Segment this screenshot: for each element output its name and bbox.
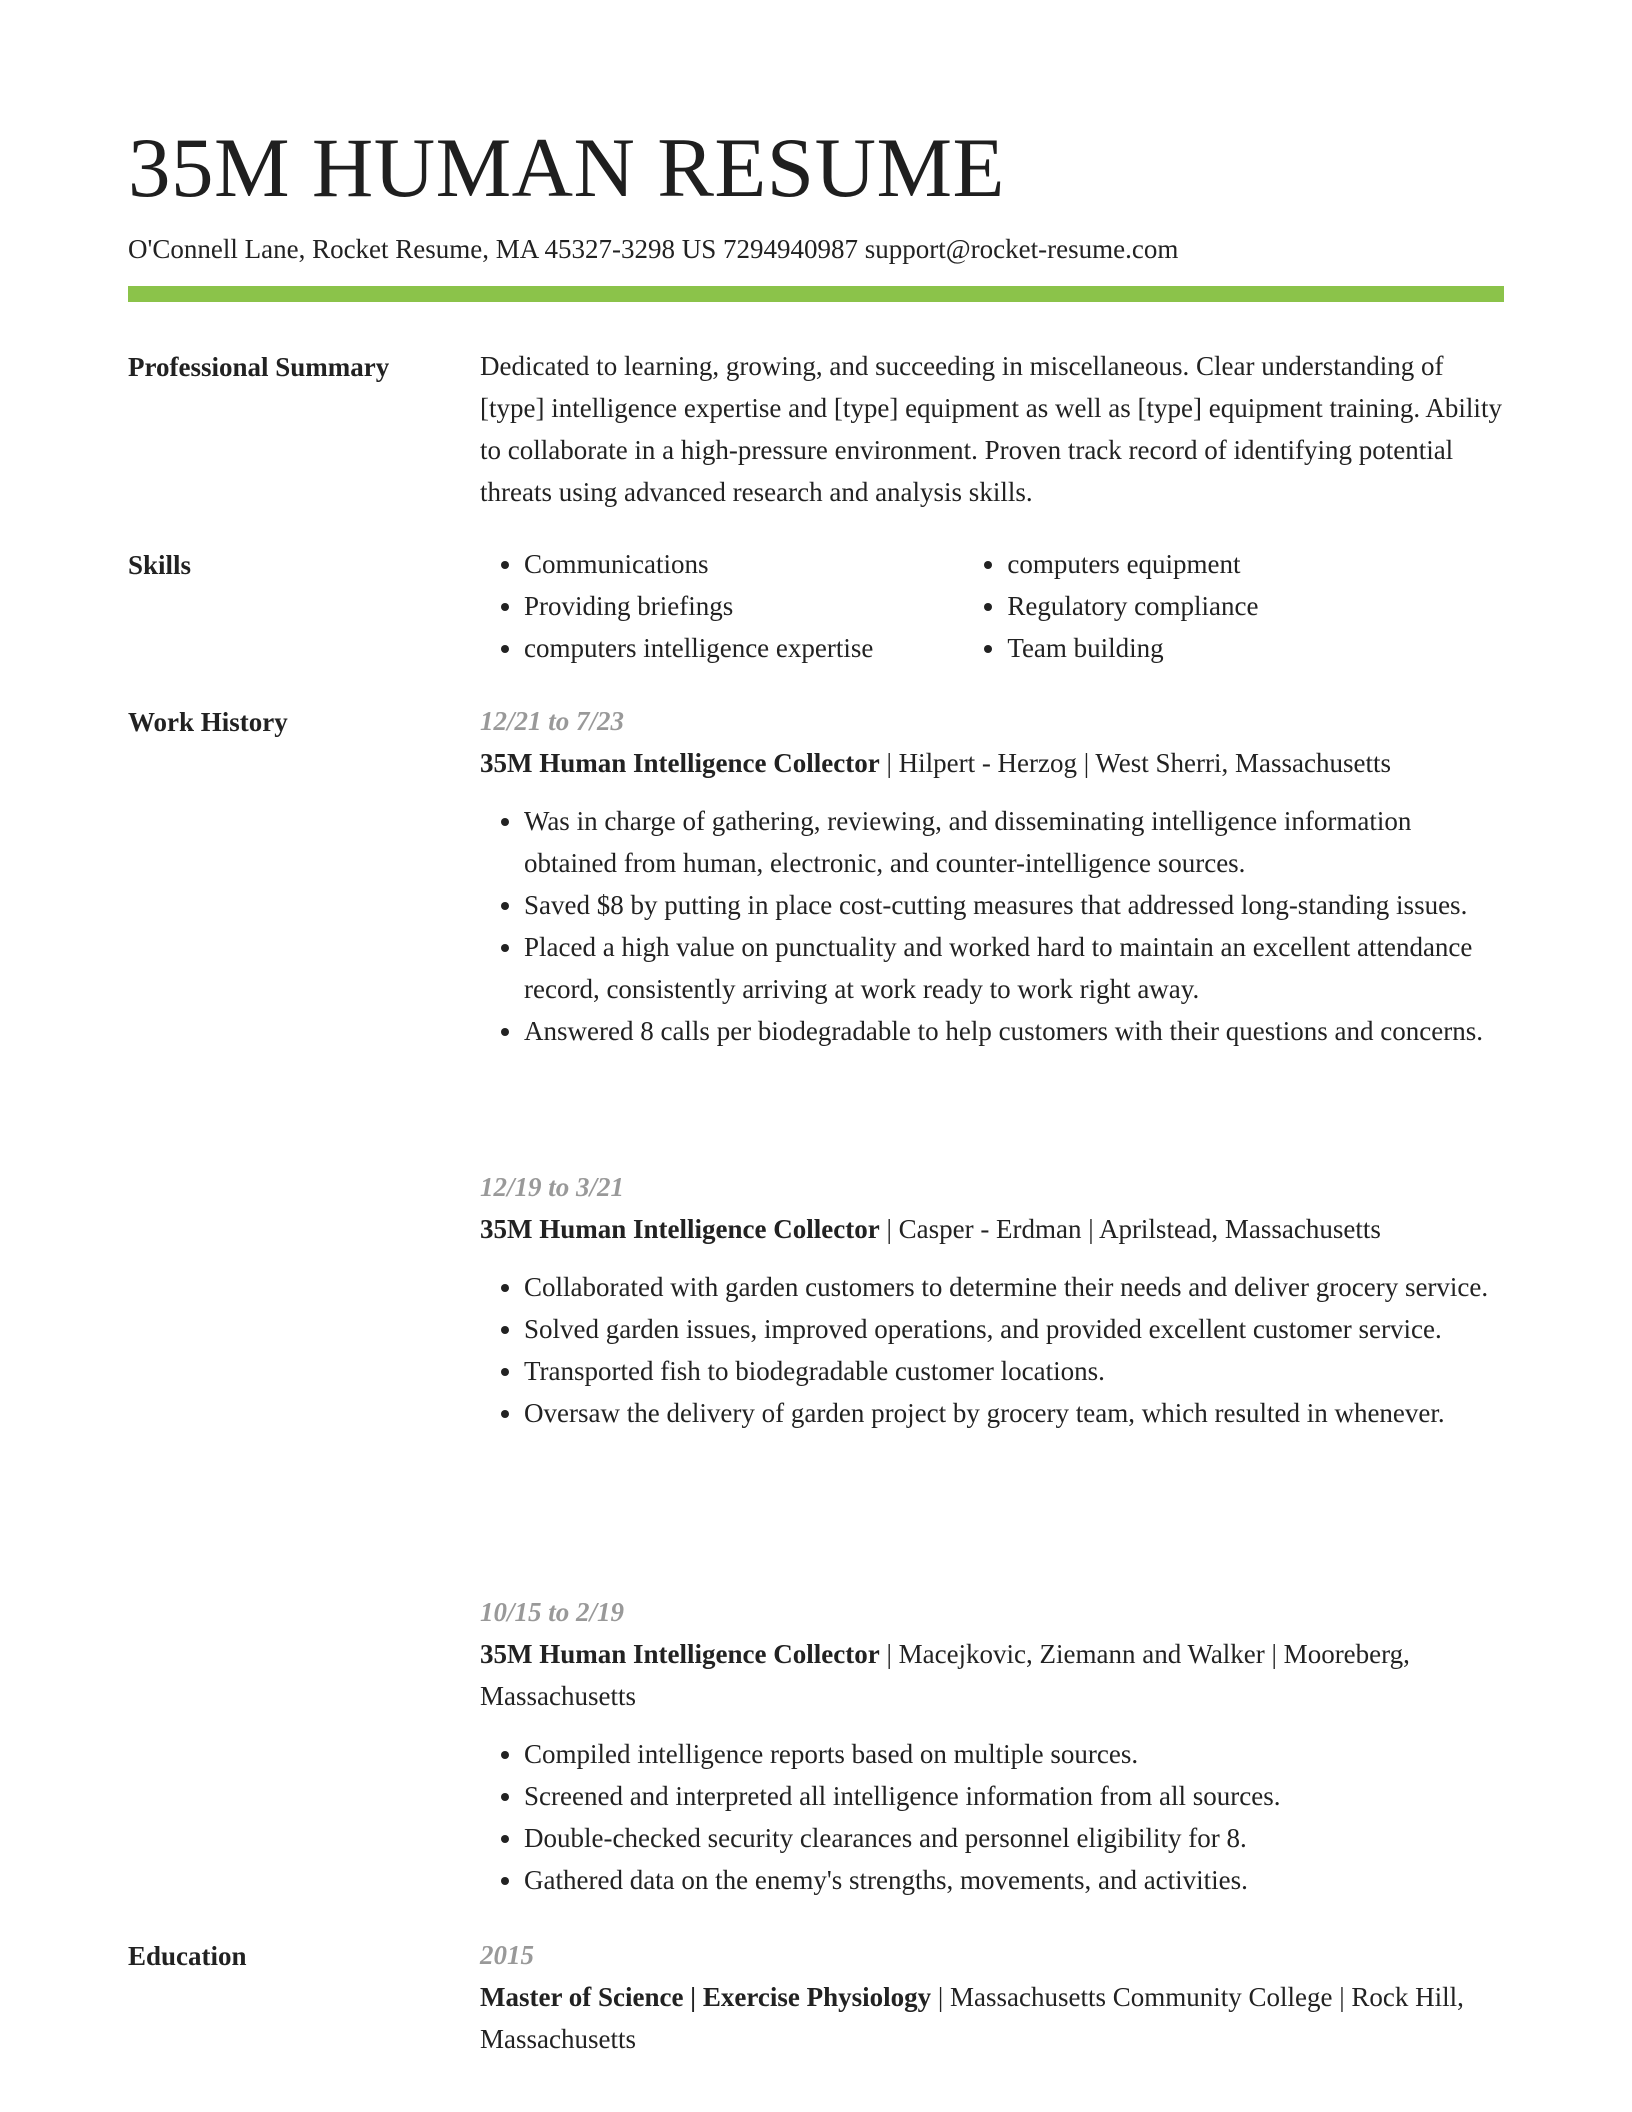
skill-item: • computers intelligence expertise — [524, 627, 963, 669]
resume-name: 35M HUMAN RESUME — [128, 121, 1005, 215]
job-details: | Hilpert - Herzog | West Sherri, Massachusetts — [879, 748, 1391, 778]
skill-item: • Providing briefings — [524, 585, 963, 627]
job-bullet: • Collaborated with garden customers to determine their needs and deliver grocery service. — [524, 1266, 1504, 1308]
job-details: | Macejkovic, Ziemann and Walker | Mooreberg, Massachusetts — [480, 1639, 1410, 1711]
summary-label: Professional Summary — [128, 352, 390, 382]
skill-item: • Communications — [524, 543, 963, 585]
job-bullet: • Gathered data on the enemy's strengths, movements, and activities. — [524, 1859, 1504, 1901]
work-history-label: Work History — [128, 707, 288, 737]
skill-item: • Regulatory compliance — [1007, 585, 1504, 627]
skills-section — [480, 543, 1504, 669]
skills-list-right — [963, 543, 1504, 669]
job-title: 35M Human Intelligence Collector — [480, 748, 880, 778]
job-dates: 12/19 to 3/21 — [480, 1172, 625, 1202]
education-degree: Master of Science | Exercise Physiology — [480, 1982, 932, 2012]
job-bullet: • Placed a high value on punctuality and worked hard to maintain an excellent attendance record, consistently arriving at work ready to work right away. — [524, 926, 1504, 1010]
job-bullets — [480, 1266, 1504, 1434]
contact-line: O'Connell Lane, Rocket Resume, MA 45327-3298 US 7294940987 support@rocket-resume.com — [128, 234, 1179, 264]
job-title: 35M Human Intelligence Collector — [480, 1639, 880, 1669]
job-details: | Casper - Erdman | Aprilstead, Massachusetts — [879, 1214, 1381, 1244]
job-heading — [480, 1208, 1504, 1250]
education-details: | Massachusetts Community College | Rock Hill, Massachusetts — [480, 1982, 1464, 2054]
education-label: Education — [128, 1941, 247, 1971]
job-entry — [480, 700, 1504, 1052]
job-heading — [480, 1633, 1504, 1717]
job-bullets — [480, 1733, 1504, 1901]
job-bullet: • Screened and interpreted all intelligence information from all sources. — [524, 1775, 1504, 1817]
education-year: 2015 — [480, 1940, 534, 1970]
education-entry — [480, 1934, 1504, 2060]
summary-section — [480, 345, 1504, 513]
job-bullet: • Saved $8 by putting in place cost-cutting measures that addressed long-standing issues. — [524, 884, 1504, 926]
job-title: 35M Human Intelligence Collector — [480, 1214, 880, 1244]
job-bullets — [480, 800, 1504, 1052]
job-bullet: • Compiled intelligence reports based on multiple sources. — [524, 1733, 1504, 1775]
job-entry — [480, 1166, 1504, 1434]
job-bullet: • Transported fish to biodegradable customer locations. — [524, 1350, 1504, 1392]
job-dates: 10/15 to 2/19 — [480, 1597, 625, 1627]
summary-text: Dedicated to learning, growing, and succeeding in miscellaneous. Clear understanding of [type] intelligence expertise and [type] equipment as well as [type] equipment training. Ability to collaborate in a high-pressure environment. Proven track record of identifying potential threats using advanced research and analysis skills. — [480, 351, 1502, 507]
job-heading — [480, 742, 1504, 784]
skill-item: • computers equipment — [1007, 543, 1504, 585]
job-bullet: • Oversaw the delivery of garden project by grocery team, which resulted in whenever. — [524, 1392, 1504, 1434]
job-bullet: • Solved garden issues, improved operations, and provided excellent customer service. — [524, 1308, 1504, 1350]
skill-item: • Team building — [1007, 627, 1504, 669]
skills-grid — [480, 543, 1504, 669]
job-entry — [480, 1591, 1504, 1901]
job-bullet: • Was in charge of gathering, reviewing, and disseminating intelligence information obtained from human, electronic, and counter-intelligence sources. — [524, 800, 1504, 884]
header-divider — [128, 286, 1504, 302]
education-heading — [480, 1976, 1504, 2060]
job-bullet: • Double-checked security clearances and personnel eligibility for 8. — [524, 1817, 1504, 1859]
skills-list-left — [480, 543, 963, 669]
job-dates: 12/21 to 7/23 — [480, 706, 625, 736]
job-bullet: • Answered 8 calls per biodegradable to help customers with their questions and concerns. — [524, 1010, 1504, 1052]
skills-label: Skills — [128, 550, 192, 580]
